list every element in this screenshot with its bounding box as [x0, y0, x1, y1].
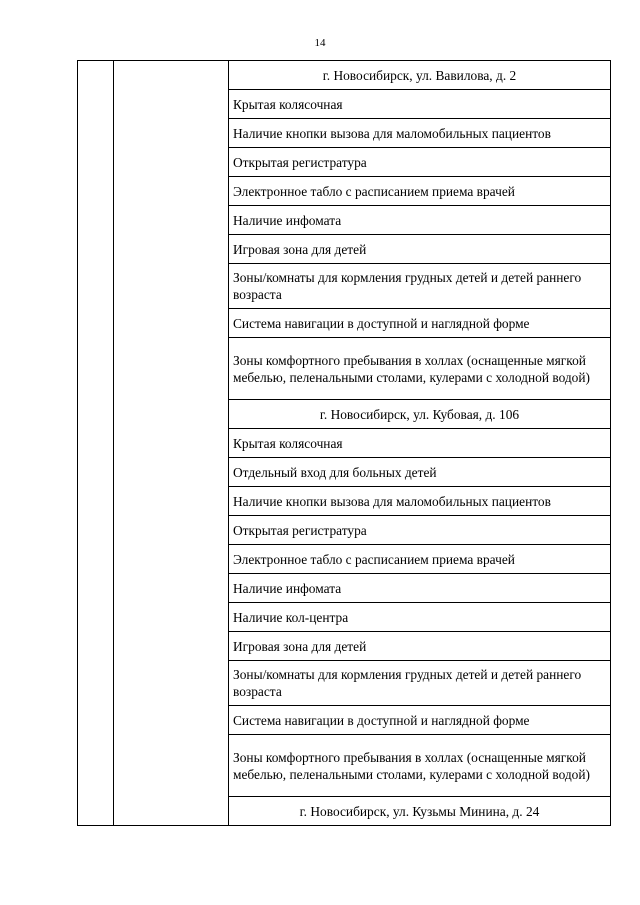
facility-item: Наличие кнопки вызова для маломобильных пациентов — [229, 119, 611, 148]
facilities-table-body — [78, 61, 611, 826]
facility-item: Наличие кол-центра — [229, 603, 611, 632]
facility-item: Игровая зона для детей — [229, 632, 611, 661]
section-address: г. Новосибирск, ул. Кузьмы Минина, д. 24 — [229, 797, 611, 826]
facilities-table — [77, 60, 611, 826]
facility-item: Наличие кнопки вызова для маломобильных пациентов — [229, 487, 611, 516]
facility-item: Зоны комфортного пребывания в холлах (оснащенные мягкой мебелью, пеленальными столами, кулерами с холодной водой) — [229, 735, 611, 797]
facility-item: Зоны/комнаты для кормления грудных детей и детей раннего возраста — [229, 264, 611, 309]
facility-item: Зоны/комнаты для кормления грудных детей и детей раннего возраста — [229, 661, 611, 706]
facility-item: Отдельный вход для больных детей — [229, 458, 611, 487]
facility-item: Крытая колясочная — [229, 429, 611, 458]
facility-item: Наличие инфомата — [229, 574, 611, 603]
address-row — [78, 61, 611, 90]
facility-item: Открытая регистратура — [229, 516, 611, 545]
facility-item: Электронное табло с расписанием приема врачей — [229, 545, 611, 574]
section-address: г. Новосибирск, ул. Кубовая, д. 106 — [229, 400, 611, 429]
section-address: г. Новосибирск, ул. Вавилова, д. 2 — [229, 61, 611, 90]
facility-item: Система навигации в доступной и наглядной форме — [229, 309, 611, 338]
empty-column-cell-1 — [78, 61, 114, 826]
facility-item: Крытая колясочная — [229, 90, 611, 119]
facility-item: Электронное табло с расписанием приема врачей — [229, 177, 611, 206]
empty-column-cell-2 — [114, 61, 229, 826]
facility-item: Зоны комфортного пребывания в холлах (оснащенные мягкой мебелью, пеленальными столами, кулерами с холодной водой) — [229, 338, 611, 400]
facility-item: Игровая зона для детей — [229, 235, 611, 264]
facility-item: Система навигации в доступной и наглядной форме — [229, 706, 611, 735]
page-number: 14 — [314, 37, 326, 49]
facility-item: Наличие инфомата — [229, 206, 611, 235]
facility-item: Открытая регистратура — [229, 148, 611, 177]
